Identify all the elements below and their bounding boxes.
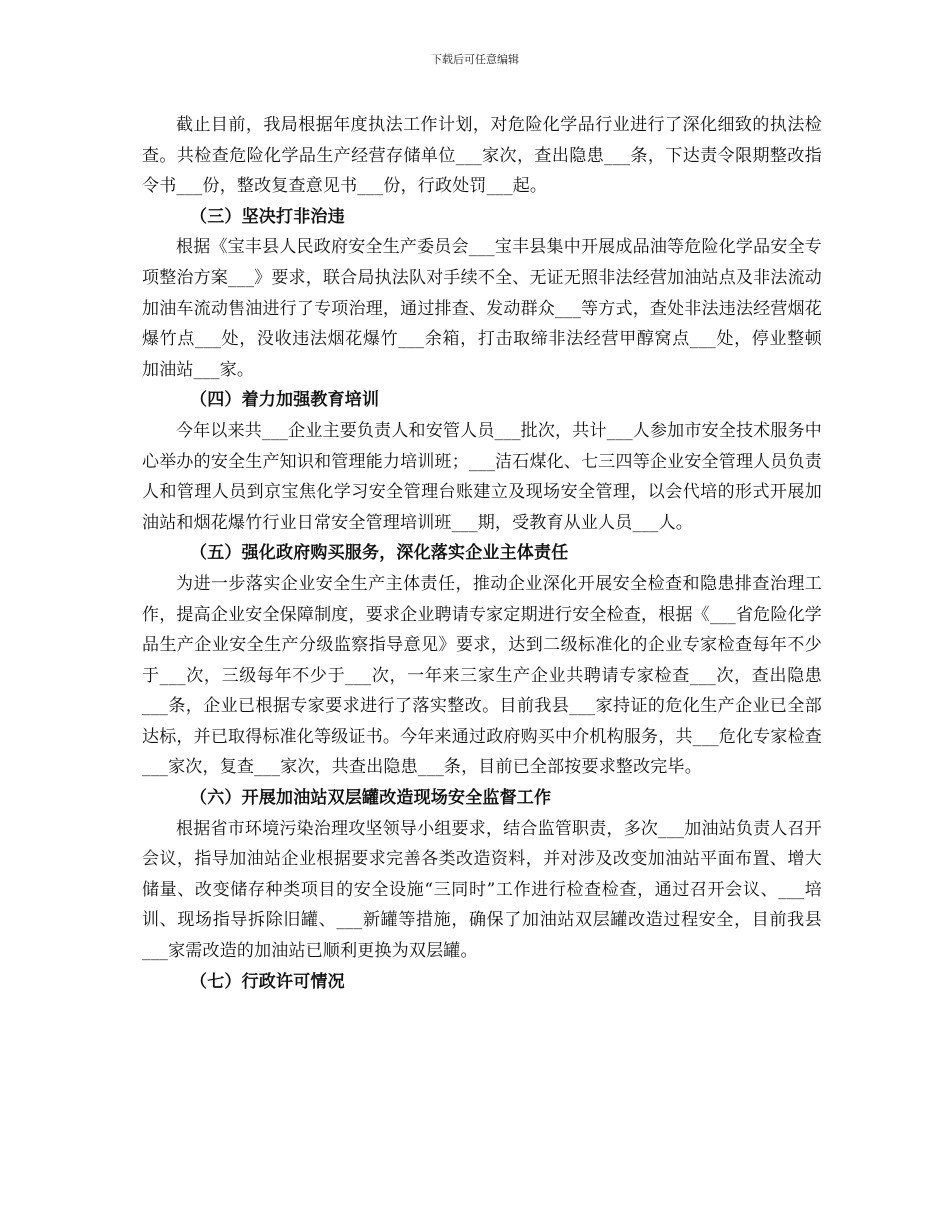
paragraph-enforcement-summary: 截止目前，我局根据年度执法工作计划，对危险化学品行业进行了深化细致的执法检查。共检查危险化学品生产经营存储单位___家次，查出隐患___条，下达责令限期整改指令书___份，整改复查意见书___份，行政处罚___起。	[142, 115, 822, 197]
paragraph-training: 今年以来共___企业主要负责人和安管人员___批次，共计___人参加市安全技术服务中心举办的安全生产知识和管理能力培训班；___洁石煤化、七三四等企业安全管理人员负责人和管理人员到京宝焦化学习安全管理台账建立及现场安全管理，以会代培的形式开展加油站和烟花爆竹行业日常安全管理培训班___期，受教育从业人员___人。	[142, 420, 822, 533]
paragraph-gas-station-tanks: 根据省市环境污染治理攻坚领导小组要求，结合监管职责，多次___加油站负责人召开会议，指导加油站企业根据要求完善各类改造资料，并对涉及改变加油站平面布置、增大储量、改变储存种类项目的安全设施“三同时”工作进行检查检查，通过召开会议、___培训、现场指导拆除旧罐、___新罐等措施，确保了加油站双层罐改造过程安全，目前我县___家需改造的加油站已顺利更换为双层罐。	[142, 818, 822, 962]
paragraph-illegal-crackdown: 根据《宝丰县人民政府安全生产委员会___宝丰县集中开展成品油等危险化学品安全专项整治方案___》要求，联合局执法队对手续不全、无证无照非法经营加油站点及非法流动加油车流动售油进行了专项治理，通过排查、发动群众___等方式，查处非法违法经营烟花爆竹点___处，没收违法烟花爆竹___余箱，打击取缔非法经营甲醇窝点___处，停业整顿加油站___家。	[142, 237, 822, 380]
page-header-note: 下载后可任意编辑	[431, 53, 519, 66]
section-heading-7: （七）行政许可情况	[190, 971, 345, 992]
section-heading-3: （三）坚决打非治违	[190, 206, 345, 227]
section-heading-6: （六）开展加油站双层罐改造现场安全监督工作	[190, 788, 552, 809]
section-heading-5: （五）强化政府购买服务，深化落实企业主体责任	[190, 543, 569, 564]
section-heading-4: （四）着力加强教育培训	[190, 390, 380, 411]
paragraph-government-services: 为进一步落实企业安全生产主体责任，推动企业深化开展安全检查和隐患排查治理工作，提高企业安全保障制度，要求企业聘请专家定期进行安全检查，根据《___省危险化学品生产企业安全生产分级监察指导意见》要求，达到二级标准化的企业专家检查每年不少于___次，三级每年不少于___次，一年来三家生产企业共聘请专家检查___次，查出隐患___条，企业已根据专家要求进行了落实整改。目前我县___家持证的危化生产企业已全部达标，并已取得标准化等级证书。今年来通过政府购买中介机构服务，共___危化专家检查___家次，复查___家次，共查出隐患___条，目前已全部按要求整改完毕。	[142, 573, 822, 778]
document-body	[142, 110, 822, 997]
